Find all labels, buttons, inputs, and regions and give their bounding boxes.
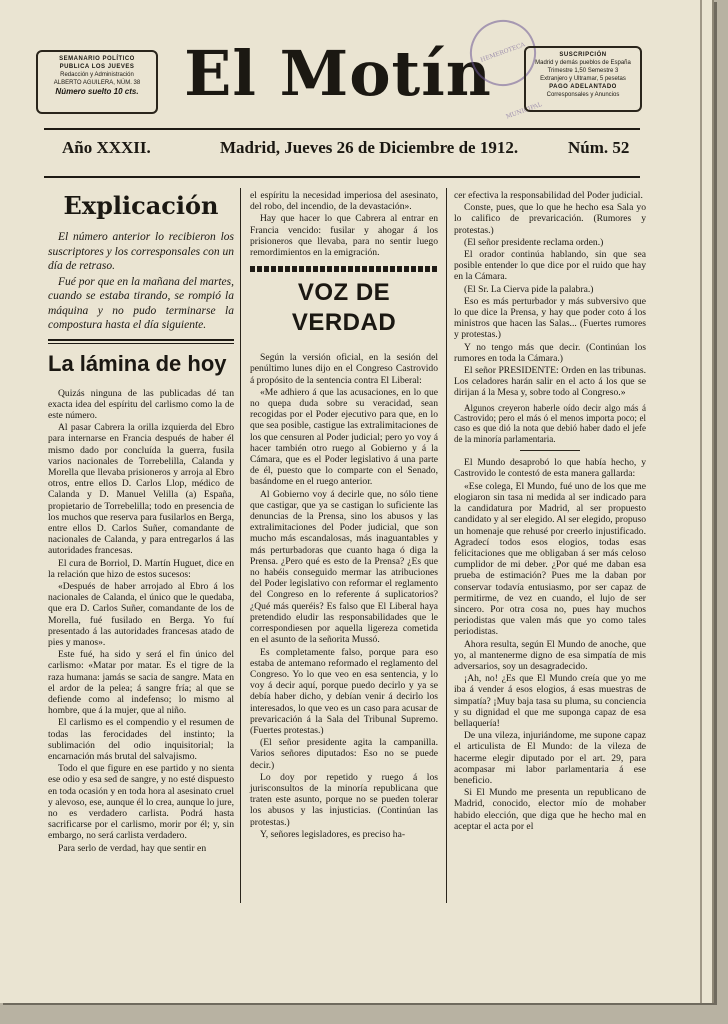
left-box-line: Redacción y Administración — [60, 72, 134, 78]
issue-number: Núm. 52 — [568, 138, 630, 157]
explicacion-text — [48, 230, 234, 333]
paragraph: cer efectiva la responsabilidad del Poder judicial. — [454, 190, 643, 201]
explicacion-heading: Explicación — [63, 191, 219, 220]
masthead-left-box — [36, 50, 158, 114]
masthead-rule-top — [44, 128, 640, 130]
right-box-line: PAGO ADELANTADO — [549, 84, 617, 90]
paragraph: Es completamente falso, porque para eso estaba de antemano reformado el reglamento del Congreso. Yo lo que veo en esa sentencia, y lo voy á decir aquí, porque puedo decirlo y ya se debía haber dicho, y debían venir á decirlo los interesados, lo que veo es un caso para acusar de prevaricación á la Sala del Tribunal Supremo. (Fuertes protestas.) — [250, 646, 438, 736]
paragraph: El Mundo desaprobó lo que había hecho, y Castrovido le contestó de esta manera gallarda: — [454, 457, 646, 480]
masthead-right-box — [524, 46, 642, 112]
paragraph: Si El Mundo me presenta un republicano de Madrid, conocido, elector mío de mohaber habido elección, que diga que he hecho mal en aceptar el acta por el — [454, 787, 646, 832]
paragraph: (El señor presidente agita la campanilla. Varios señores diputados: Eso no se puede decir.) — [250, 737, 438, 771]
paragraph: Algunos creyeron haberle oído decir algo más á Castrovido; pero el más ó el menos importa poco; el caso es que dió la nota que debió haber dado el jefe de la minoría parlamentaria. — [454, 402, 646, 444]
right-box-line: Corresponsales y Anuncios — [546, 92, 620, 98]
paragraph: «Ese colega, El Mundo, fué uno de los que me elogiaron sin tasa ni medida al ser indicado para la candidatura por Madrid, al ser propuesto candidato y al ser elegido. Al ser elegido, propuso un homenaje que rehusé por creerlo injustificado. Agradecí todos esos elogios, todas esas felicitaciones que me obligaban á ser más celoso cumplidor de mi deber. ¿Por qué me daban esa prueba de estimación? Pues me la daban por conservar todavía entusiasmo, por ser capaz de permitirme, de vez en cuando, el lujo de ser sincero. Por otra cosa no, pues hay muchos periodistas que valen más que yo como tales periodistas. — [454, 480, 646, 638]
left-box-line: SEMANARIO POLÍTICO — [59, 56, 135, 62]
paragraph: Y no tengo más que decir. (Continúan los rumores en toda la Cámara.) — [454, 341, 646, 364]
page-edge — [700, 0, 702, 1003]
column-1 — [48, 190, 234, 855]
right-box-line: Trimestre 1,50 Semestre 3 — [547, 68, 619, 74]
lamina-text — [48, 388, 234, 854]
paragraph: Y, señores legisladores, es preciso ha- — [260, 828, 406, 840]
column-2 — [250, 190, 438, 841]
paragraph: Según la versión oficial, en la sesión del penúltimo lunes dijo en el Congreso Castrovido á propósito de la sentencia contra El Liberal: — [250, 352, 438, 386]
right-box-line: SUSCRIPCIÓN — [559, 52, 607, 58]
masthead-title: El Motín — [184, 37, 492, 110]
ornamental-rule — [250, 266, 438, 272]
short-rule — [520, 450, 580, 451]
paragraph: Hay que hacer lo que Cabrera al entrar en Francia vencido: fusilar y ahogar á los prisioneros que llevaba, para no sentir luego remordimientos en la emigración. — [250, 213, 438, 259]
section-rule — [48, 339, 234, 341]
voz-de-verdad-heading: VOZ DE VERDAD — [291, 279, 397, 337]
right-box-line: Madrid y demás pueblos de España — [535, 60, 631, 66]
left-box-line: PUBLICA LOS JUEVES — [59, 64, 135, 70]
lamina-heading: La lámina de hoy — [48, 350, 227, 376]
paragraph: «Me adhiero á que las acusaciones, en lo que no quepa duda sobre su veracidad, sean recogidas por el Poder ejecutivo para que, en lo que sea posible, castigue las extralimitaciones de los que censuren al Poder judicial; pero yo voy á hacer también otro ruego al Gobierno y á la Cámara, que es el Poder legislativo á una parte de él, puesto que lo comparte con el Senado, basándome en el ruego anterior. — [250, 386, 438, 488]
issue-date: Madrid, Jueves 26 de Diciembre de 1912. — [220, 138, 519, 157]
paragraph: Para serlo de verdad, hay que sentir en — [58, 842, 207, 854]
paragraph: El cura de Borriol, D. Martín Huguet, dice en la relación que hizo de estos sucesos: — [48, 557, 234, 580]
paragraph: El señor PRESIDENTE: Orden en las tribunas. Los celadores harán salir en el acto á los que se dirijan á la Mesa y, sobre todo al Congreso.» — [454, 365, 646, 399]
paragraph: Este fué, ha sido y será el fin único del carlismo: «Matar por matar. Es el tigre de la raza humana: jamás se sacia de sangre. Mata en el ardor de la pelea; á sangre fría; al que se defiende como al indefenso; lo mismo al hombre, que á la mujer, que al niño. — [48, 649, 234, 717]
section-rule — [48, 343, 234, 344]
paragraph: (El Sr. La Cierva pide la palabra.) — [464, 283, 594, 295]
left-box-line: ALBERTO AGUILERA, NÚM. 38 — [53, 80, 141, 86]
paragraph: Lo doy por repetido y ruego á los jurisconsultos de la minoría republicana que traten este asunto, porque no se pueden tolerar los abusos y las injusticias. (Continúan las protestas.) — [250, 771, 438, 828]
paragraph: Conste, pues, que lo que he hecho esa Sala yo lo califico de prevaricación. (Rumores y protestas.) — [454, 202, 646, 236]
paragraph: Al pasar Cabrera la orilla izquierda del Ebro para internarse en Francia después de haber él mismo dado por concluída la guerra, fusila varios nacionales de Torrebelilla, Calanda y Morella que llevaba prisioneros y arroja al Ebro otros, entre ellos D. Carlos Llop, médico de Calanda y D. Manuel Velilla (a) España, propietario de Torrebelilla; todo en presencia de los muchos que reserva para fusilarlos en Berga, entre ellos D. Carlos Suñer, comandante de nacionales de Calanda, y para entregarlos á las autoridades francesas. — [48, 422, 234, 557]
paragraph: Quizás ninguna de las publicadas dé tan exacta idea del espíritu del carlismo como la de este número. — [48, 387, 234, 421]
left-box-line: Número suelto 10 cts. — [55, 87, 139, 96]
paragraph: Todo el que figure en ese partido y no sienta ese odio y esa sed de sangre, y no esté dispuesto en toda ocasión y en toda hora al asesinato cruel y alevoso, ese, aunque él lo crea, aunque lo jure, no es verdadero carlista. Podrá hasta sacrificarse por el carlismo, morir por él; y, sin embargo, no será carlista verdadero. — [48, 763, 234, 842]
column-separator — [240, 188, 241, 903]
library-stamp: HEMEROTECA MUNICIPAL — [461, 11, 546, 96]
paragraph: ¡Ah, no! ¿Es que El Mundo creía que yo me iba á vender á esos elogios, á esas muestras de simpatía? ¡Muy baja tasa su pluma, su conciencia y su dignidad el que me suponga capaz de esa bellaquería! — [454, 673, 646, 729]
right-box-line: Extranjero y Ultramar, 5 pesetas — [540, 76, 626, 82]
column-3 — [454, 190, 646, 833]
paragraph: (El señor presidente reclama orden.) — [464, 236, 604, 248]
masthead-rule-bottom — [44, 176, 640, 178]
paragraph: El orador continúa hablando, sin que sea posible entender lo que dice por el ruido que hay en la Cámara. — [454, 249, 646, 283]
paragraph: «Después de haber arrojado al Ebro á los nacionales de Calanda, el único que le quedaba, que era D. Carlos Suñer, comandante de los de Morella, fué fusilado en Berga. Yo fuí presentado á las autoridades francesas atado de pies y manos». — [48, 580, 234, 648]
paragraph: el espíritu la necesidad imperiosa del asesinato, del robo, del incendio, de la devastación». — [250, 190, 438, 213]
paragraph: Eso es más perturbador y más subversivo que lo que dice la Prensa, y hay que poder coto á los ministros que hacen las Salas... (Fuertes rumores y protestas.) — [454, 295, 646, 341]
paragraph: Ahora resulta, según El Mundo de anoche, que yo, al mantenerme digno de esa simpatía de mis adversarios, soy un desagradecido. — [454, 638, 646, 672]
paragraph: Fué por que en la mañana del martes, cuando se estaba tirando, se rompió la máquina y no pudo terminarse la compostura hasta el día siguiente. — [48, 275, 234, 331]
issue-year: Año XXXII. — [62, 138, 151, 157]
paragraph: De una vileza, injuriándome, me supone capaz el articulista de El Mundo: de la vileza de hacerme elegir diputado por el art. 29, para acompasar mi labor parlamentaria á ese beneficio. — [454, 730, 646, 786]
column-separator — [446, 188, 447, 903]
paragraph: Al Gobierno voy á decirle que, no sólo tiene que castigar, que ya se castigan lo suficiente las denuncias de la Prensa, sino los abusos y las extralimitaciones del Poder judicial, que son mucho más escandalosas, más inaguantables y más perturbadoras que cuanto haga ó diga la Prensa. ¿Pero qué es esto de la Prensa? ¿Es que no habéis conseguido mermar las atribuciones del Poder legislativo con reformar el reglamento del Congreso en lo referente á suplicatorios? ¿Qué más queréis? Es falso que El Liberal haya pretendido eludir las responsabilidades que le correspondiesen por aquella ligereza cometida en el asunto de la señorita Mussó. — [250, 488, 438, 646]
paragraph: El número anterior lo recibieron los suscriptores y los corresponsales con un día de retraso. — [48, 231, 235, 272]
paragraph: El carlismo es el compendio y el resumen de todas las ferocidades del instinto; la sublimación del odio inquisitorial; la encarnación más brutal del salvajismo. — [48, 717, 234, 762]
